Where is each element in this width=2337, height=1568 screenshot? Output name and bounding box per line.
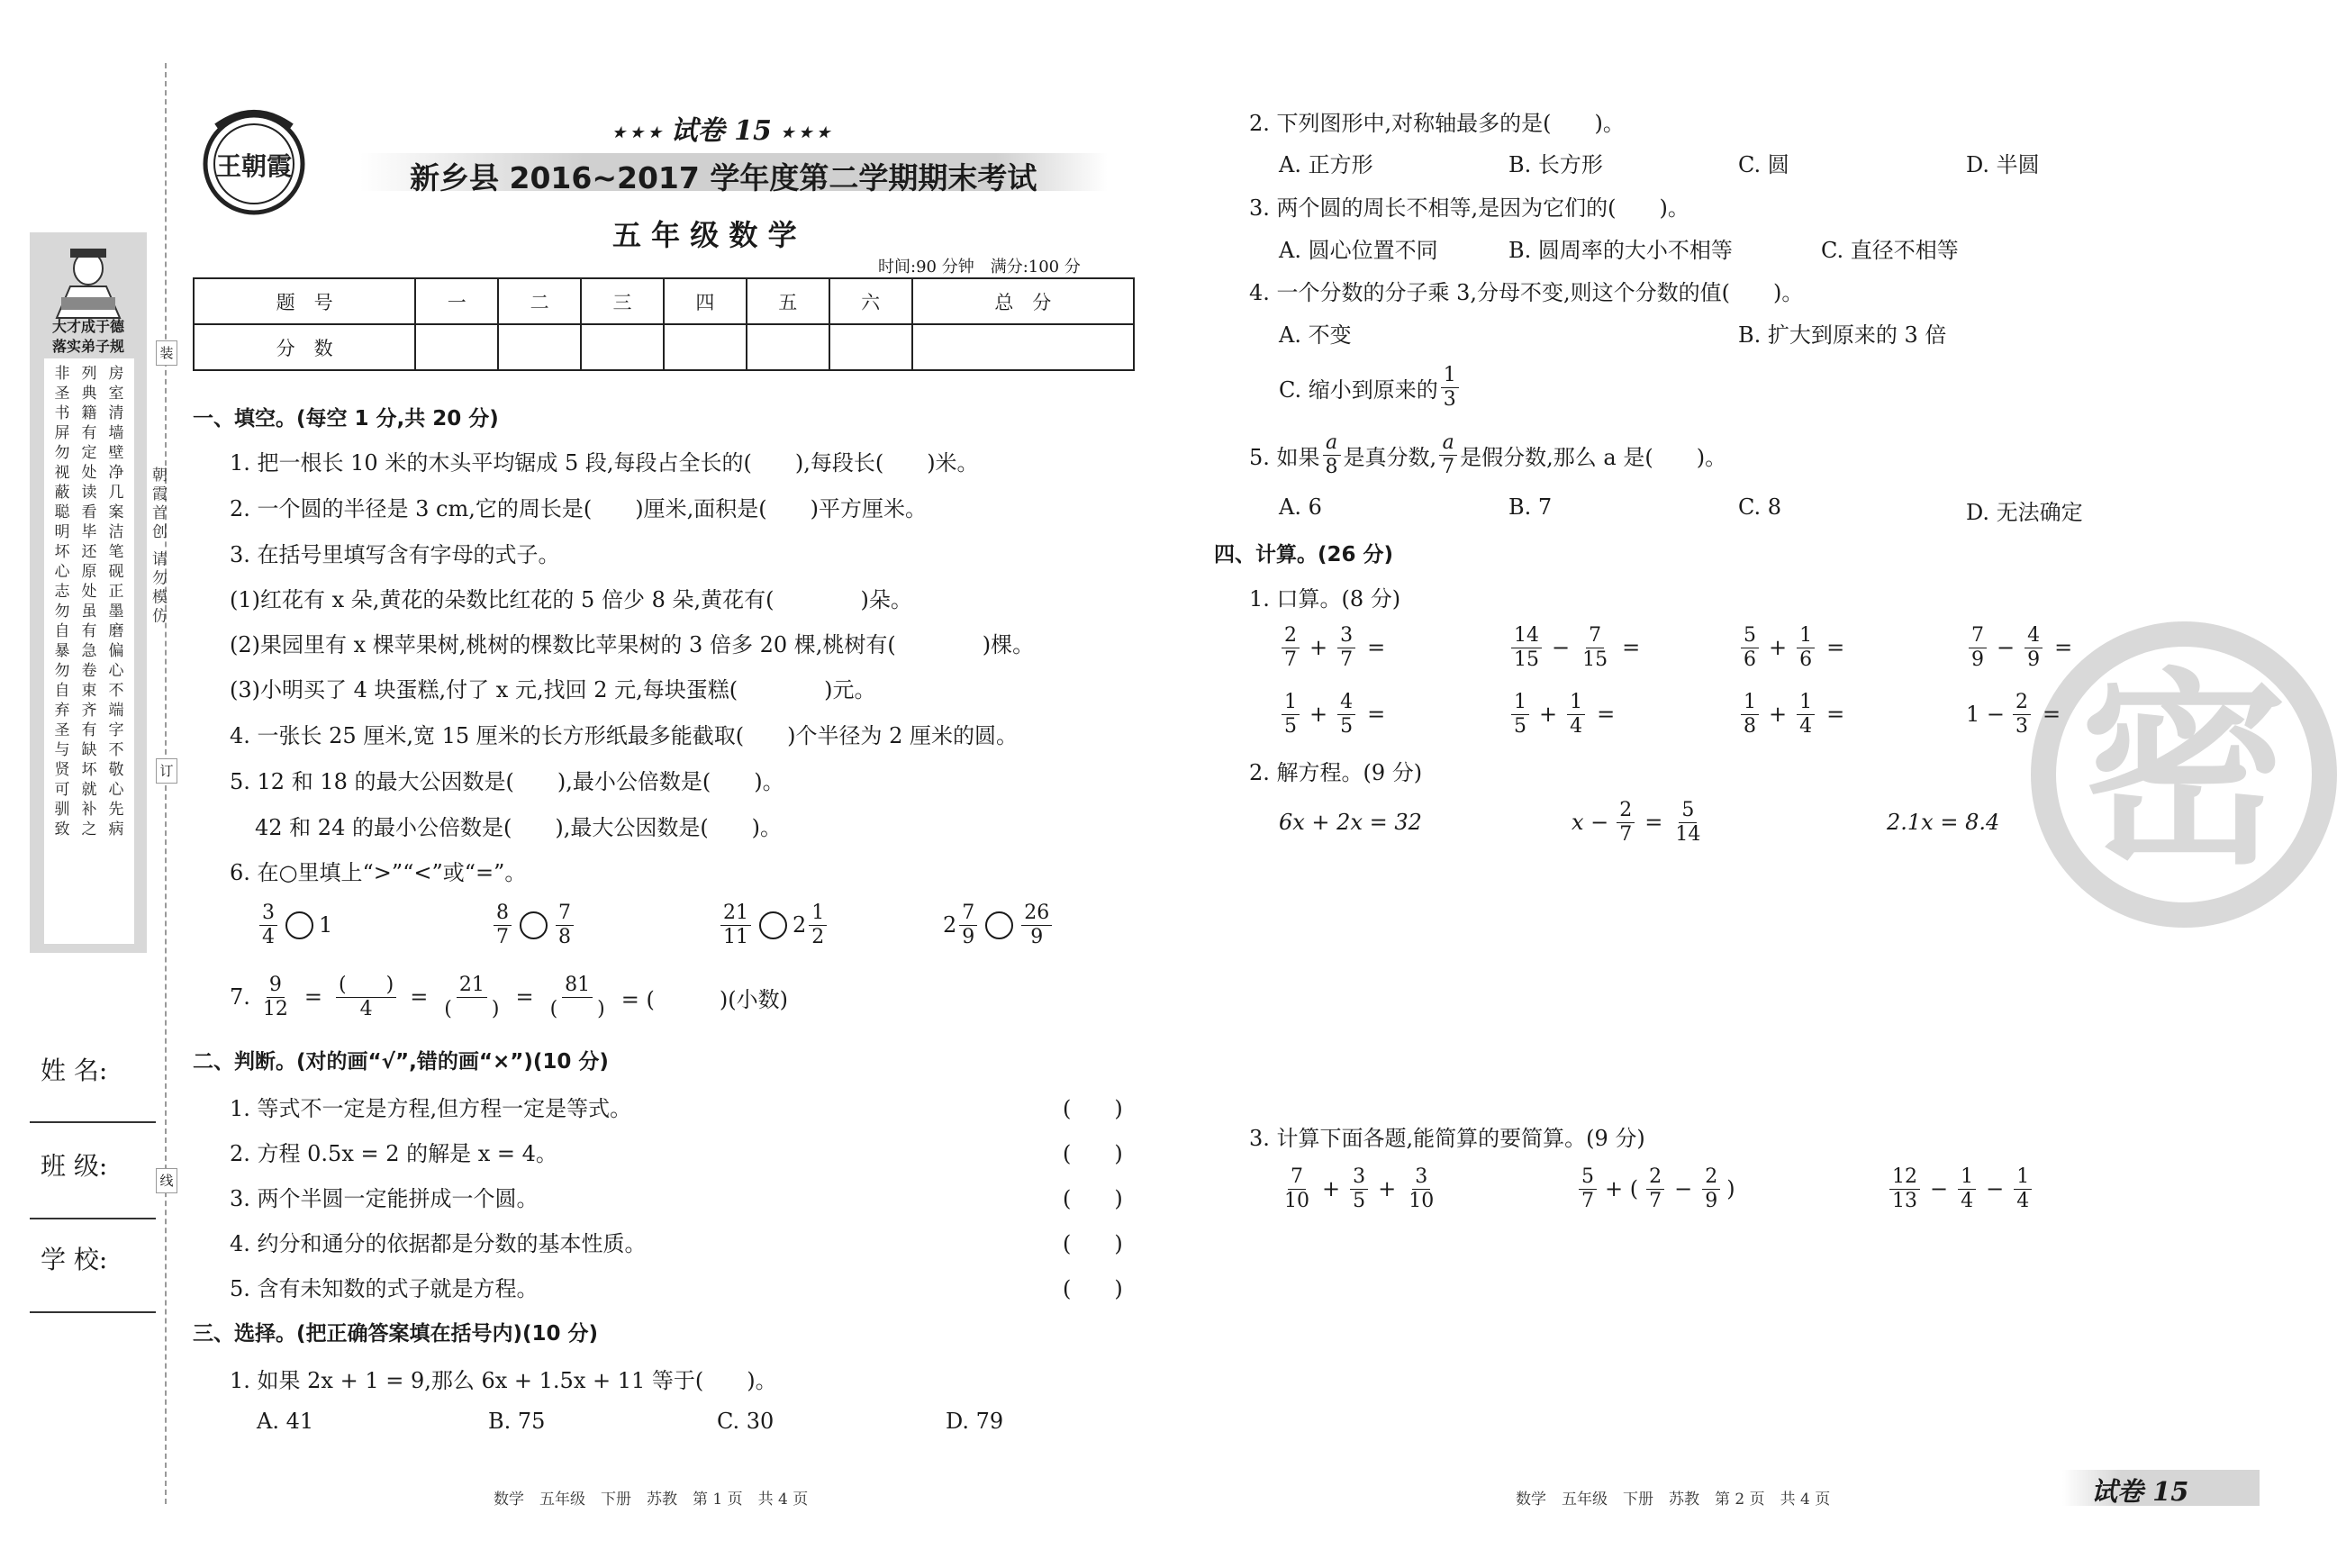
fraction: $\frac{3}{4}$: [259, 902, 277, 948]
motto-line-1: 大才成于德: [51, 318, 124, 335]
s3-q1-opt-a[interactable]: A. 41: [257, 1409, 314, 1434]
s1-q3a: (1)红花有 x 朵,黄花的朵数比红花的 5 倍少 8 朵,黄花有( )朵。: [230, 587, 912, 612]
calc-item-2: $\frac{5}{7}$ + ( $\frac{2}{7}$ − $\frac{2}{9}$ ): [1576, 1166, 1735, 1212]
equation-2: x − $\frac{2}{7}$ = $\frac{5}{14}$: [1572, 799, 1701, 846]
score-cell[interactable]: [912, 324, 1134, 370]
s1-q5b: 42 和 24 的最小公倍数是( ),最大公因数是( )。: [255, 815, 783, 840]
section1-title: 一、填空。(每空 1 分,共 20 分): [193, 407, 499, 431]
fraction: $\frac{26}{9}$: [1021, 902, 1052, 948]
s3-q1: 1. 如果 2x + 1 = 9,那么 6x + 1.5x + 11 等于( )。: [230, 1368, 777, 1393]
s3-q2-opt-a[interactable]: A. 正方形: [1279, 152, 1373, 177]
section4-title: 四、计算。(26 分): [1214, 543, 1394, 566]
s4-sub1: 1. 口算。(8 分): [1249, 586, 1401, 612]
s1-q4: 4. 一张长 25 厘米,宽 15 厘米的长方形纸最多能截取( )个半径为 2 厘米的圆。: [230, 723, 1019, 748]
exam-subtitle: 五 年 级 数 学: [612, 218, 797, 252]
s1-q3c: (3)小明买了 4 块蛋糕,付了 x 元,找回 2 元,每块蛋糕( )元。: [230, 677, 876, 702]
s3-q5: 5. 如果 $\frac{a}{8}$ 是真分数, $\frac{a}{7}$ 是假分数,那么 a 是( )。: [1249, 431, 1727, 478]
oral-item: $\frac{1}{5}$ + $\frac{1}{4}$ =: [1508, 692, 1615, 738]
binding-mark-ding: 订: [156, 758, 177, 784]
footer-exam-tag: 试卷 15: [2091, 1476, 2189, 1507]
oral-item: $\frac{14}{15}$ − $\frac{7}{15}$ =: [1508, 625, 1640, 671]
student-class-label: 班 级:: [41, 1151, 108, 1181]
score-header-cell: 四: [664, 278, 747, 324]
fraction: $\frac{8}{7}$: [494, 902, 512, 948]
compare-circle[interactable]: [520, 911, 548, 939]
equation-work-area[interactable]: [1249, 856, 2150, 1117]
s3-q4: 4. 一个分数的分子乘 3,分母不变,则这个分数的值( )。: [1249, 280, 1804, 305]
fraction: $\frac{7}{9}$: [959, 902, 977, 948]
s1-q1: 1. 把一根长 10 米的木头平均锯成 5 段,每段占全长的( ),每段长( )米。: [230, 450, 979, 476]
brand-logo-icon: [189, 99, 324, 216]
footer-page-2: 数学 五年级 下册 苏教 第 2 页 共 4 页: [1516, 1491, 1831, 1509]
s2-item-3: 3. 两个半圆一定能拼成一个圆。: [230, 1186, 539, 1211]
equation-1: 6x + 2x = 32: [1279, 810, 1422, 835]
s3-q3-opt-c[interactable]: C. 直径不相等: [1821, 238, 1959, 263]
compare-circle[interactable]: [759, 911, 787, 939]
score-header-cell: 题 号: [194, 278, 415, 324]
s4-sub2: 2. 解方程。(9 分): [1249, 760, 1423, 785]
s1-q6-item-b: [491, 902, 576, 948]
time-info: 时间:90 分钟 满分:100 分: [878, 258, 1081, 276]
score-cell[interactable]: [498, 324, 581, 370]
footer-page-1: 数学 五年级 下册 苏教 第 1 页 共 4 页: [494, 1491, 809, 1509]
student-class-field[interactable]: [30, 1218, 156, 1219]
svg-text:王朝霞: 王朝霞: [215, 151, 293, 181]
answer-bracket[interactable]: ( ): [1063, 1141, 1123, 1166]
section3-title: 三、选择。(把正确答案填在括号内)(10 分): [193, 1322, 599, 1346]
fraction: $\frac{1}{2}$: [809, 902, 827, 948]
s1-q3: 3. 在括号里填写含有字母的式子。: [230, 542, 560, 567]
section2-title: 二、判断。(对的画“√”,错的画“×”)(10 分): [193, 1050, 609, 1074]
s4-sub3: 3. 计算下面各题,能简算的要简算。(9 分): [1249, 1126, 1645, 1151]
s3-q5-opt-b[interactable]: B. 7: [1508, 494, 1553, 520]
oral-item: 1 − $\frac{2}{3}$ =: [1966, 691, 2061, 738]
stars-left-icon: ★ ★ ★: [612, 123, 662, 141]
s3-q5-opt-c[interactable]: C. 8: [1738, 494, 1782, 520]
s1-q6-item-a: $\frac{3}{4}$ 1: [257, 902, 332, 948]
s3-q2-opt-d[interactable]: D. 半圆: [1966, 152, 2040, 177]
s3-q3-opt-a[interactable]: A. 圆心位置不同: [1279, 238, 1438, 263]
s3-q4-opt-b[interactable]: B. 扩大到原来的 3 倍: [1738, 322, 1947, 348]
student-school-label: 学 校:: [41, 1245, 108, 1274]
s3-q4-opt-c[interactable]: C. 缩小到原来的 $\frac{1}{3}$: [1279, 365, 1462, 411]
score-header-cell: 二: [498, 278, 581, 324]
score-cell[interactable]: [415, 324, 498, 370]
s1-q6: 6. 在○里填上“>”“<”或“=”。: [230, 860, 527, 885]
student-name-field[interactable]: [30, 1121, 156, 1123]
oral-item: $\frac{1}{5}$ + $\frac{4}{5}$ =: [1279, 692, 1385, 738]
exam-number-label: ★ ★ ★ 试卷 15 ★ ★ ★: [612, 115, 830, 147]
sidebar-verse-col-3: 房室清墙壁净几案洁笔砚正墨磨偏心不端字不敬心先病: [108, 365, 124, 838]
s1-q3b: (2)果园里有 x 棵苹果树,桃树的棵数比苹果树的 3 倍多 20 棵,桃树有( )棵。: [230, 632, 1035, 657]
sidebar-verse-col-2: 列典籍有定处读看毕还原处虽有急卷束齐有缺坏就补之: [81, 365, 97, 838]
sidebar-motto-panel: [30, 232, 147, 953]
oral-item: $\frac{7}{9}$ − $\frac{4}{9}$ =: [1966, 625, 2072, 671]
s3-q4-opt-a[interactable]: A. 不变: [1279, 322, 1352, 348]
confidential-watermark: 密: [2031, 621, 2337, 928]
binding-line: [165, 63, 167, 1504]
sidebar-verse-col-1: 非圣书屏勿视蔽聪明坏心志勿自暴勿自弃圣与贤可驯致: [54, 365, 70, 838]
score-header-cell: 一: [415, 278, 498, 324]
score-cell[interactable]: [581, 324, 664, 370]
compare-circle[interactable]: [285, 911, 313, 939]
s3-q1-opt-d[interactable]: D. 79: [946, 1409, 1004, 1434]
stars-right-icon: ★ ★ ★: [781, 123, 830, 141]
student-school-field[interactable]: [30, 1311, 156, 1313]
oral-item: $\frac{1}{8}$ + $\frac{1}{4}$ =: [1738, 692, 1844, 738]
motto-line-2: 落实弟子规: [51, 338, 124, 355]
s3-q2-opt-c[interactable]: C. 圆: [1738, 152, 1789, 177]
compare-circle[interactable]: [985, 911, 1013, 939]
fraction: $\frac{21}{11}$: [720, 902, 751, 948]
s3-q3-opt-b[interactable]: B. 圆周率的大小不相等: [1508, 238, 1733, 263]
s1-q7: 7. $\frac{9}{12}$ = $\frac{( )}{4}$ = $\frac{21}{( )}$ = $\frac{81}{( )}$ = ( )(小数): [230, 974, 788, 1020]
s3-q2: 2. 下列图形中,对称轴最多的是( )。: [1249, 111, 1625, 136]
binding-mark-xian: 线: [156, 1168, 177, 1193]
calc-item-1: $\frac{7}{10}$ + $\frac{3}{5}$ + $\frac{3}{10}$: [1284, 1165, 1435, 1212]
s3-q3: 3. 两个圆的周长不相等,是因为它们的( )。: [1249, 195, 1689, 221]
s1-q2: 2. 一个圆的半径是 3 cm,它的周长是( )厘米,面积是( )平方厘米。: [230, 496, 927, 521]
score-row-label: 分 数: [194, 324, 415, 370]
s2-item-2: 2. 方程 0.5x = 2 的解是 x = 4。: [230, 1141, 557, 1166]
score-header-cell: 三: [581, 278, 664, 324]
scholar-illustration-icon: [39, 241, 138, 318]
score-cell[interactable]: [664, 324, 747, 370]
score-table: [193, 277, 1135, 371]
score-header-cell: 总 分: [912, 278, 1134, 324]
score-cell[interactable]: [747, 324, 829, 370]
s3-q1-opt-b[interactable]: B. 75: [488, 1409, 546, 1434]
equation-3: 2.1x = 8.4: [1887, 810, 2000, 835]
calc-item-3: $\frac{12}{13}$ − $\frac{1}{4}$ − $\frac{1}{4}$: [1887, 1166, 2034, 1212]
s1-q6-item-d: 2 $\frac{7}{9}$ $\frac{26}{9}$: [943, 902, 1055, 948]
s1-q5a: 5. 12 和 18 的最大公因数是( ),最小公倍数是( )。: [230, 769, 784, 794]
binding-mark-zhuang: 装: [156, 340, 177, 366]
s2-item-4: 4. 约分和通分的依据都是分数的基本性质。: [230, 1231, 647, 1256]
s2-item-1: 1. 等式不一定是方程,但方程一定是等式。: [230, 1096, 632, 1121]
exam-title: 新乡县 2016~2017 学年度第二学期期末考试: [410, 160, 1037, 195]
score-header-cell: 五: [747, 278, 829, 324]
answer-bracket[interactable]: ( ): [1063, 1186, 1123, 1211]
s1-q6-item-c: $\frac{21}{11}$ 2 $\frac{1}{2}$: [718, 902, 829, 948]
answer-bracket[interactable]: ( ): [1063, 1096, 1123, 1121]
binding-label: 朝霞首创 请勿模仿: [149, 467, 167, 627]
s3-q2-opt-b[interactable]: B. 长方形: [1508, 152, 1603, 177]
score-cell[interactable]: [829, 324, 912, 370]
score-header-cell: 六: [829, 278, 912, 324]
answer-bracket[interactable]: ( ): [1063, 1276, 1123, 1301]
oral-item: $\frac{2}{7}$ + $\frac{3}{7}$ =: [1279, 625, 1385, 671]
student-name-label: 姓 名:: [41, 1056, 108, 1085]
s3-q5-opt-a[interactable]: A. 6: [1279, 494, 1322, 520]
fraction: $\frac{7}{8}$: [556, 902, 574, 948]
s3-q1-opt-c[interactable]: C. 30: [717, 1409, 774, 1434]
answer-bracket[interactable]: ( ): [1063, 1231, 1123, 1256]
s2-item-5: 5. 含有未知数的式子就是方程。: [230, 1276, 539, 1301]
s3-q5-opt-d[interactable]: D. 无法确定: [1966, 500, 2083, 525]
oral-item: $\frac{5}{6}$ + $\frac{1}{6}$ =: [1738, 625, 1844, 671]
